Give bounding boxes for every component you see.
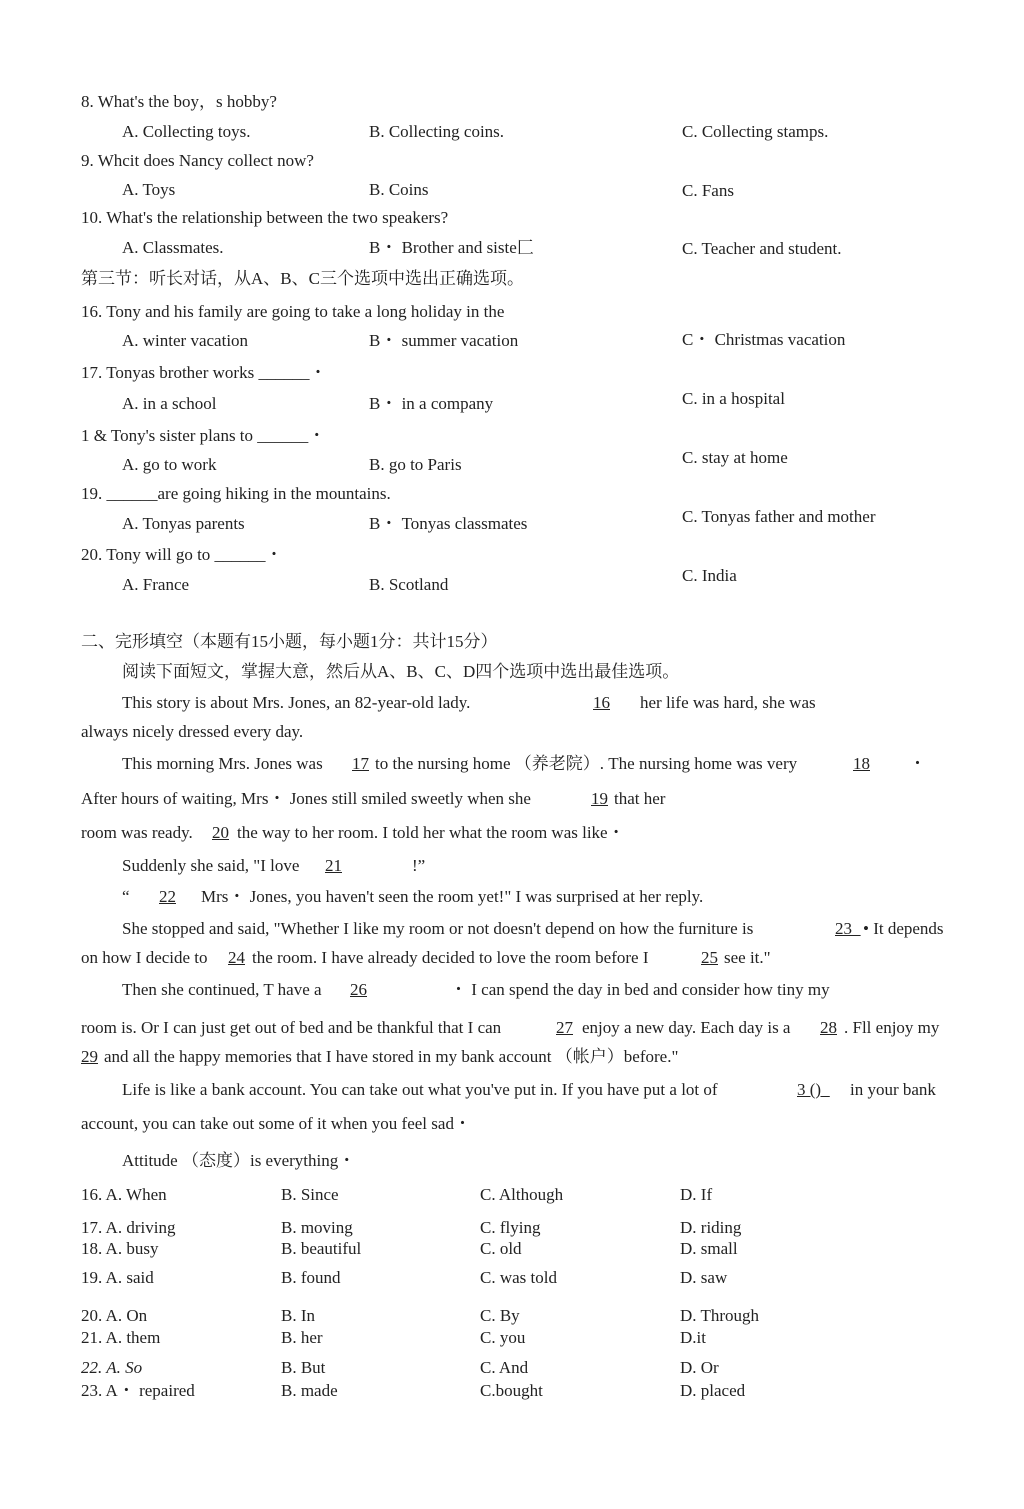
cloze-option-b: B. In xyxy=(281,1306,315,1325)
option-c: C. Fans xyxy=(682,181,734,200)
cloze-instruction: 阅读下面短文，掌握大意，然后从A、B、C、D四个选项中选出最佳选项。 xyxy=(122,662,680,681)
blank-20: 20 xyxy=(212,823,229,842)
option-a: A. go to work xyxy=(122,455,217,474)
passage-text: • It depends xyxy=(863,919,944,938)
passage-text: !” xyxy=(412,856,426,875)
passage-text: always nicely dressed every day. xyxy=(81,722,304,741)
option-b: B. Coins xyxy=(369,180,429,199)
option-c: C. stay at home xyxy=(682,448,788,467)
passage-text: Life is like a bank account. You can take out what you've put in. If you have put a lot of xyxy=(122,1080,718,1099)
passage-text: “ xyxy=(122,887,130,906)
option-c: C・ Christmas vacation xyxy=(682,330,846,349)
option-a: A. France xyxy=(122,575,190,594)
passage-text: account, you can take out some of it when you feel sad・ xyxy=(81,1114,471,1133)
passage-text: Attitude （态度）is everything・ xyxy=(122,1151,356,1170)
question-17: 17. Tonyas brother works ______・ xyxy=(81,363,327,382)
question-10: 10. What's the relationship between the two speakers? xyxy=(81,208,449,227)
cloze-option-c: C. you xyxy=(480,1328,526,1347)
passage-text: the room. I have already decided to love the room before I xyxy=(252,948,649,967)
passage-text: room is. Or I can just get out of bed and be thankful that I can xyxy=(81,1018,502,1037)
cloze-option-d: D. placed xyxy=(680,1381,746,1400)
cloze-title: 二、完形填空（本题有15小题，每小题1分：共计15分） xyxy=(81,632,498,651)
blank-17: 17 xyxy=(352,754,369,773)
cloze-option-a: 23. A・ repaired xyxy=(81,1381,195,1400)
passage-text: Suddenly she said, "I love xyxy=(122,856,300,875)
option-b: B・ Brother and siste匚 xyxy=(369,238,534,257)
option-b: B・ Tonyas classmates xyxy=(369,514,528,533)
cloze-option-a: 17. A. driving xyxy=(81,1218,176,1237)
passage-text: her life was hard, she was xyxy=(640,693,816,712)
option-b: B. Collecting coins. xyxy=(369,122,505,141)
option-c: C. Tonyas father and mother xyxy=(682,507,876,526)
cloze-option-c: C. was told xyxy=(480,1268,557,1287)
passage-text: ・ xyxy=(909,754,926,773)
passage-text: to the nursing home （养老院）. The nursing home was very xyxy=(375,754,798,773)
blank-23: 23_ xyxy=(835,919,861,938)
question-19: 19. ______are going hiking in the mountains. xyxy=(81,484,391,503)
passage-text: the way to her room. I told her what the room was like・ xyxy=(237,823,625,842)
passage-text: . Fll enjoy my xyxy=(844,1018,940,1037)
blank-19: 19 xyxy=(591,789,608,808)
option-c: C. Teacher and student. xyxy=(682,239,842,258)
blank-16: 16 xyxy=(593,693,610,712)
section-3-title: 第三节：听长对话，从A、B、C三个选项中选出正确选项。 xyxy=(81,269,524,288)
passage-text: Mrs・ Jones, you haven't seen the room yet!" I was surprised at her reply. xyxy=(201,887,704,906)
question-20: 20. Tony will go to ______・ xyxy=(81,545,283,564)
cloze-option-a: 21. A. them xyxy=(81,1328,161,1347)
blank-29: 29 xyxy=(81,1047,98,1066)
cloze-option-b: B. moving xyxy=(281,1218,353,1237)
passage-text: ・ I can spend the day in bed and consider how tiny my xyxy=(450,980,830,999)
passage-text: Then she continued, T have a xyxy=(122,980,322,999)
option-c: C. in a hospital xyxy=(682,389,785,408)
cloze-option-d: D. small xyxy=(680,1239,738,1258)
passage-text: This morning Mrs. Jones was xyxy=(122,754,323,773)
passage-text: enjoy a new day. Each day is a xyxy=(582,1018,791,1037)
cloze-option-a: 19. A. said xyxy=(81,1268,154,1287)
cloze-option-a: 22. A. So xyxy=(81,1358,143,1377)
option-b: B・ summer vacation xyxy=(369,331,519,350)
cloze-option-b: B. her xyxy=(281,1328,323,1347)
blank-26: 26 xyxy=(350,980,367,999)
question-18: 1 & Tony's sister plans to ______・ xyxy=(81,426,326,445)
cloze-option-b: B. Since xyxy=(281,1185,339,1204)
blank-21: 21 xyxy=(325,856,342,875)
cloze-option-c: C. Although xyxy=(480,1185,564,1204)
passage-text: in your bank xyxy=(850,1080,936,1099)
passage-text: After hours of waiting, Mrs・ Jones still smiled sweetly when she xyxy=(81,789,531,808)
blank-22: 22 xyxy=(159,887,176,906)
cloze-option-b: B. But xyxy=(281,1358,326,1377)
cloze-option-a: 18. A. busy xyxy=(81,1239,159,1258)
option-a: A. in a school xyxy=(122,394,217,413)
cloze-option-c: C.bought xyxy=(480,1381,543,1400)
question-16: 16. Tony and his family are going to take a long holiday in the xyxy=(81,302,505,321)
cloze-option-d: D. Through xyxy=(680,1306,760,1325)
cloze-option-a: 20. A. On xyxy=(81,1306,148,1325)
cloze-option-b: B. beautiful xyxy=(281,1239,362,1258)
cloze-option-d: D. saw xyxy=(680,1268,728,1287)
cloze-option-b: B. made xyxy=(281,1381,338,1400)
cloze-option-d: D.it xyxy=(680,1328,706,1347)
cloze-option-b: B. found xyxy=(281,1268,341,1287)
option-a: A. Collecting toys. xyxy=(122,122,251,141)
option-c: C. Collecting stamps. xyxy=(682,122,829,141)
cloze-option-d: D. riding xyxy=(680,1218,742,1237)
passage-text: on how I decide to xyxy=(81,948,208,967)
passage-text: and all the happy memories that I have stored in my bank account （帐户）before." xyxy=(104,1047,679,1066)
blank-27: 27 xyxy=(556,1018,573,1037)
blank-30: 3 ()_ xyxy=(797,1080,830,1099)
passage-text: She stopped and said, "Whether I like my room or not doesn't depend on how the furniture is xyxy=(122,919,754,938)
question-8: 8. What's the boy，s hobby? xyxy=(81,92,277,111)
cloze-option-c: C. flying xyxy=(480,1218,541,1237)
cloze-option-c: C. By xyxy=(480,1306,520,1325)
option-b: B・ in a company xyxy=(369,394,494,413)
passage-text: see it." xyxy=(724,948,771,967)
cloze-option-a: 16. A. When xyxy=(81,1185,167,1204)
option-a: A. Tonyas parents xyxy=(122,514,245,533)
blank-28: 28 xyxy=(820,1018,837,1037)
option-a: A. Classmates. xyxy=(122,238,224,257)
cloze-option-d: D. Or xyxy=(680,1358,719,1377)
cloze-option-d: D. If xyxy=(680,1185,713,1204)
option-a: A. winter vacation xyxy=(122,331,249,350)
cloze-option-c: C. And xyxy=(480,1358,529,1377)
cloze-option-c: C. old xyxy=(480,1239,522,1258)
option-b: B. go to Paris xyxy=(369,455,462,474)
option-c: C. India xyxy=(682,566,737,585)
passage-text: that her xyxy=(614,789,666,808)
blank-25: 25 xyxy=(701,948,718,967)
passage-text: room was ready. xyxy=(81,823,193,842)
question-9: 9. Whcit does Nancy collect now? xyxy=(81,151,314,170)
option-a: A. Toys xyxy=(122,180,176,199)
passage-text: This story is about Mrs. Jones, an 82-year-old lady. xyxy=(122,693,471,712)
option-b: B. Scotland xyxy=(369,575,449,594)
blank-18: 18 xyxy=(853,754,870,773)
blank-24: 24 xyxy=(228,948,245,967)
